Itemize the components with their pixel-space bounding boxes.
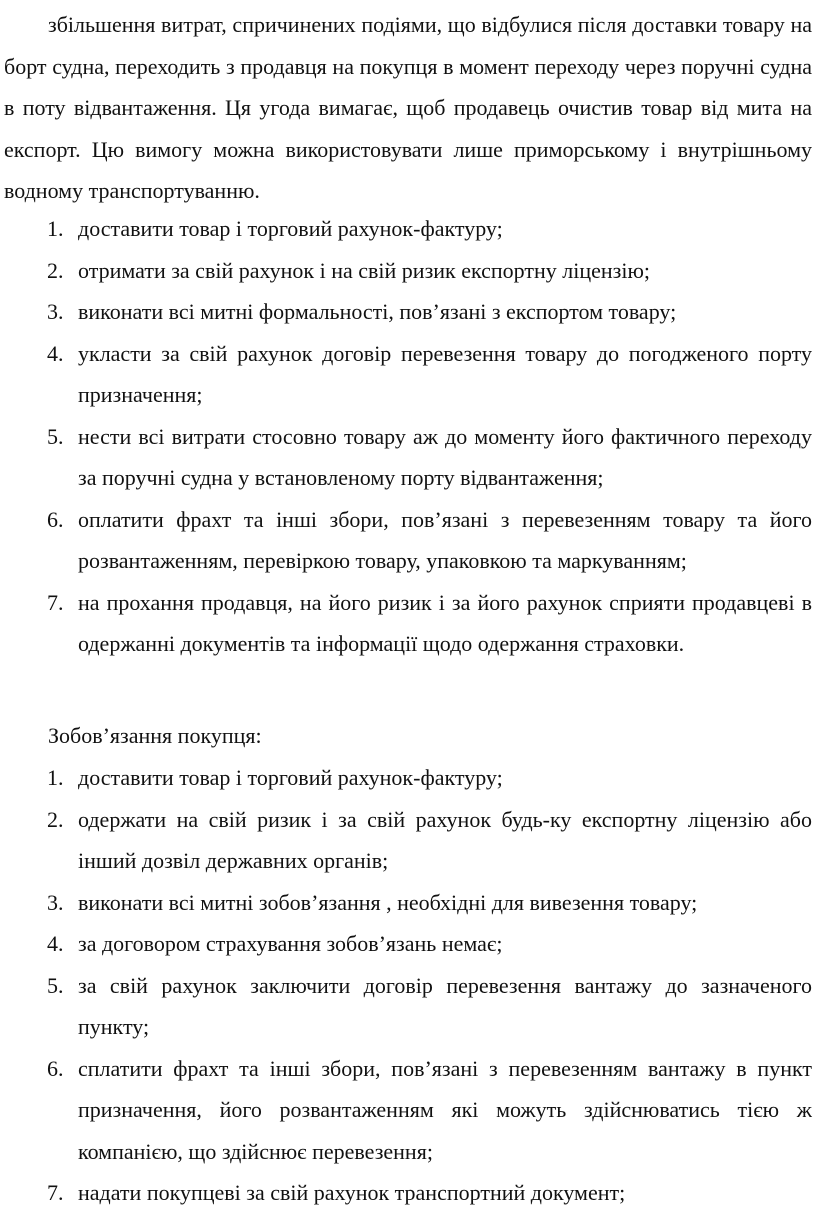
- list-item-number: 2.: [47, 257, 64, 283]
- list-item: [0, 208, 812, 250]
- list-item: [0, 965, 812, 1048]
- list-item-number: 5.: [47, 972, 64, 998]
- list-item-text: за договором страхування зобов’язань немає;: [78, 931, 503, 956]
- list-item-text: за свій рахунок заключити договір перевезення вантажу до зазначеного пункту;: [78, 972, 812, 1039]
- list-item-text: укласти за свій рахунок договір перевезення товару до погодженого порту призначення;: [78, 340, 812, 407]
- list-item-text: отримати за свій рахунок і на свій ризик експортну ліцензію;: [78, 257, 651, 283]
- list-item-number: 6.: [47, 1055, 64, 1081]
- list-item: [0, 1048, 812, 1173]
- list-item: [0, 499, 812, 582]
- list-item-text: нести всі витрати стосовно товару аж до моменту його фактичного переходу за поручні судна у встановленому порту відвантаження;: [78, 423, 812, 490]
- list-item: [0, 582, 812, 665]
- list-item: [0, 333, 812, 416]
- list-item-number: 3.: [47, 889, 64, 915]
- list-item: [0, 757, 812, 799]
- seller-obligations-list: [0, 208, 812, 665]
- list-item-text: на прохання продавця, на його ризик і за його рахунок сприяти продавцеві в одержанні документів та інформації щодо одержання страховки.: [78, 589, 812, 656]
- list-item-number: 1.: [47, 216, 64, 241]
- list-item-text: оплатити фрахт та інші збори, пов’язані з перевезенням товару та його розвантаженням, перевіркою товару, упаковкою та маркуванням;: [78, 506, 812, 573]
- list-item-text: виконати всі митні зобов’язання , необхідні для вивезення товару;: [78, 889, 698, 915]
- list-item-text: сплатити фрахт та інші збори, пов’язані з перевезенням вантажу в пункт призначення, його розвантаженням які можуть здійснюватись тією ж компанією, що здійснює перевезення;: [78, 1055, 812, 1164]
- list-item: [0, 250, 812, 292]
- list-item-text: виконати всі митні формальності, пов’язані з експортом товару;: [78, 299, 677, 324]
- list-item: [0, 291, 812, 333]
- list-item: [0, 1172, 812, 1214]
- list-item-number: 5.: [47, 423, 64, 449]
- buyer-obligations-heading: Зобов’язання покупця:: [48, 723, 262, 748]
- list-item-number: 4.: [47, 931, 64, 956]
- list-item: [0, 416, 812, 499]
- list-item: [0, 882, 812, 924]
- list-item-number: 7.: [47, 589, 64, 615]
- list-item-number: 2.: [47, 806, 64, 832]
- list-item-text: доставити товар і торговий рахунок-фактуру;: [78, 216, 503, 241]
- list-item-number: 4.: [47, 340, 64, 366]
- list-item-text: одержати на свій ризик і за свій рахунок будь-ку експортну ліцензію або інший дозвіл державних органів;: [78, 806, 812, 873]
- list-item-number: 6.: [47, 506, 64, 532]
- buyer-obligations-list: [0, 757, 812, 1214]
- list-item: [0, 923, 812, 965]
- list-item-number: 7.: [47, 1180, 64, 1205]
- list-item-number: 1.: [47, 765, 64, 790]
- list-item-number: 3.: [47, 299, 64, 324]
- list-item-text: надати покупцеві за свій рахунок транспортний документ;: [78, 1180, 626, 1205]
- list-item: [0, 799, 812, 882]
- intro-paragraph: збільшення витрат, спричинених подіями, що відбулися після доставки товару на борт судна, переходить з продавця на покупця в момент переходу через поручні судна в поту відвантаження. Ця угода вимагає, щоб продавець очистив товар від мита на експорт. Цю вимогу можна використовувати лише приморському і внутрішньому водному транспортуванню.: [4, 12, 812, 203]
- list-item-text: доставити товар і торговий рахунок-фактуру;: [78, 765, 503, 790]
